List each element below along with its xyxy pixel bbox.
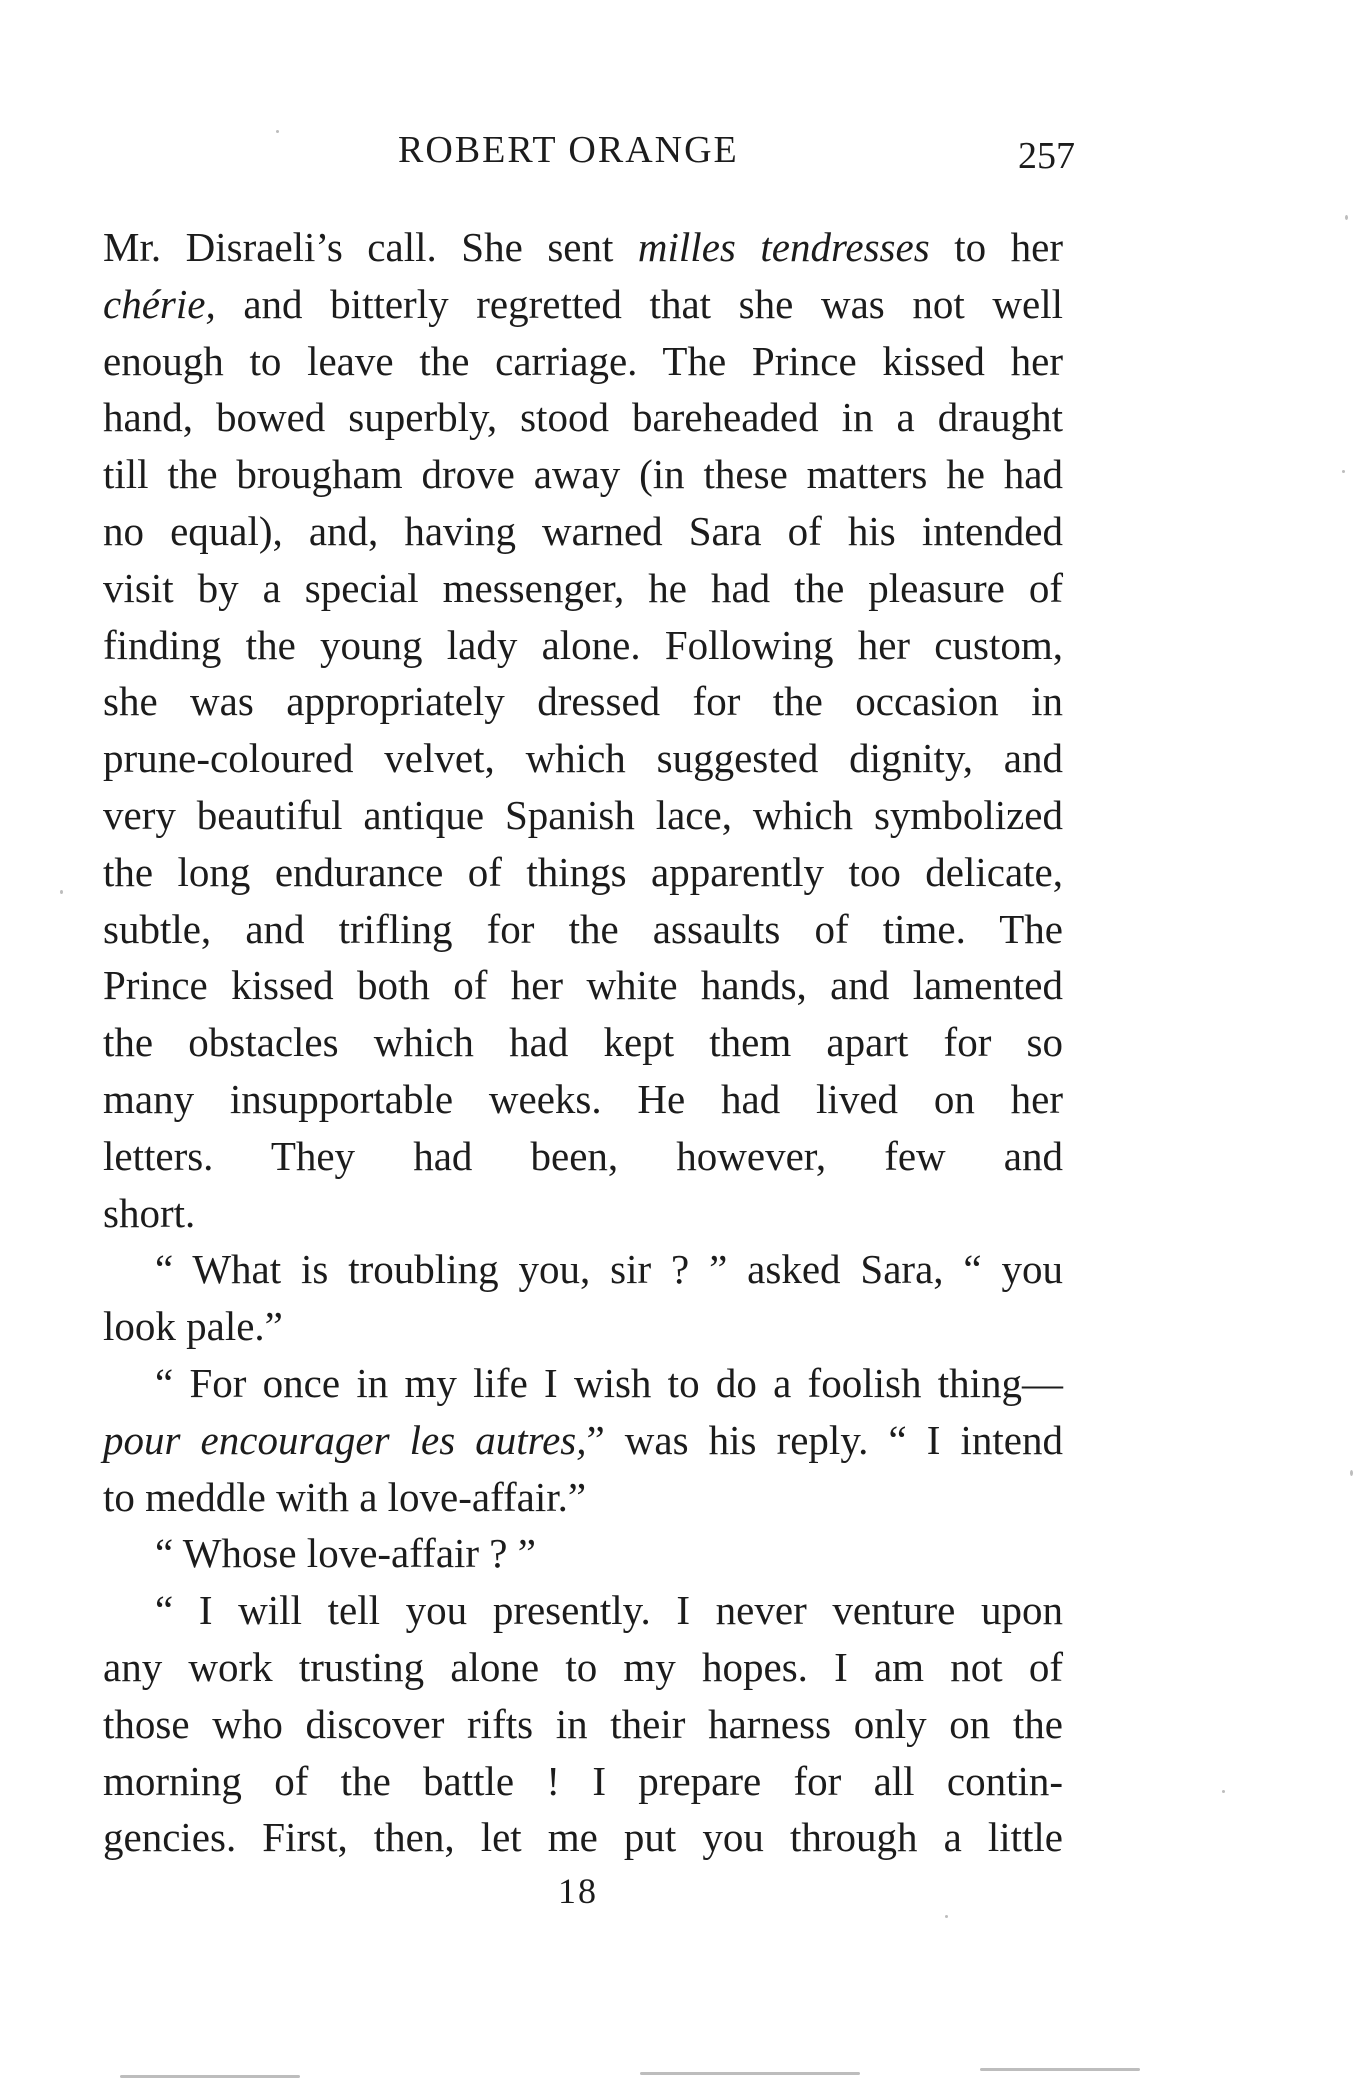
scan-speck <box>1345 215 1348 220</box>
scan-speck <box>1222 1790 1225 1793</box>
text-line <box>103 787 1063 844</box>
line-text: no equal), and, having warned Sara of his intended <box>103 507 1063 554</box>
line-text: finding the young lady alone. Following her custom, <box>103 621 1063 668</box>
scan-speck <box>1342 470 1345 473</box>
text-line <box>103 1071 1063 1128</box>
line-text: visit by a special messenger, he had the pleasure of <box>103 564 1063 611</box>
text-line <box>103 276 1063 333</box>
line-text: Mr. Disraeli’s call. She sent <box>103 224 638 270</box>
line-italic-text: chérie, <box>103 280 216 327</box>
text-line <box>103 1241 1063 1298</box>
text-line <box>103 1582 1063 1639</box>
line-text: to meddle with a love-affair.” <box>103 1473 587 1520</box>
text-line <box>103 957 1063 1014</box>
line-text: any work trusting alone to my hopes. I am not of <box>103 1643 1063 1690</box>
text-line <box>103 1753 1063 1810</box>
line-text: the obstacles which had kept them apart for so <box>103 1019 1063 1066</box>
text-line <box>103 1469 1063 1526</box>
line-text: the long endurance of things apparently too delicate, <box>103 848 1063 895</box>
text-line <box>103 901 1063 958</box>
signature-mark: 18 <box>558 1871 598 1911</box>
text-line <box>103 389 1063 446</box>
line-text: look pale.” <box>103 1303 283 1350</box>
running-head <box>0 128 1368 178</box>
line-text: Prince kissed both of her white hands, and lamented <box>103 962 1063 1009</box>
text-line <box>103 219 1063 276</box>
line-text: very beautiful antique Spanish lace, which symbolized <box>103 791 1063 838</box>
line-text: short. <box>103 1189 196 1236</box>
line-text: morning of the battle ! I prepare for all contin- <box>103 1757 1063 1804</box>
line-text: many insupportable weeks. He had lived on her <box>103 1075 1063 1122</box>
line-text: subtle, and trifling for the assaults of time. The <box>103 905 1063 952</box>
text-line <box>103 1525 1063 1582</box>
text-line <box>103 1696 1063 1753</box>
text-line <box>103 503 1063 560</box>
line-text: “ For once in my life I wish to do a foolish thing— <box>155 1359 1063 1406</box>
scan-speck <box>60 890 63 894</box>
scan-speck <box>980 2068 1140 2071</box>
text-line <box>103 1298 1063 1355</box>
line-text: hand, bowed superbly, stood bareheaded in a draught <box>103 394 1063 441</box>
line-text: till the brougham drove away (in these matters he had <box>103 451 1063 498</box>
page-number: 257 <box>1018 135 1075 177</box>
line-text: “ What is troubling you, sir ? ” asked Sara, “ you <box>155 1246 1063 1293</box>
text-line <box>103 1128 1063 1185</box>
text-line <box>103 1412 1063 1469</box>
line-text: ” was his reply. “ I intend <box>586 1416 1063 1463</box>
scan-speck <box>120 2075 300 2078</box>
text-line <box>103 673 1063 730</box>
scan-speck <box>276 130 279 133</box>
text-line <box>103 1014 1063 1071</box>
line-text: enough to leave the carriage. The Prince kissed her <box>103 337 1063 384</box>
text-line <box>103 1355 1063 1412</box>
line-text: gencies. First, then, let me put you through a little <box>103 1814 1063 1861</box>
text-line <box>103 1185 1063 1242</box>
text-line <box>103 617 1063 674</box>
text-line <box>103 730 1063 787</box>
text-line <box>103 1809 1063 1866</box>
line-text: those who discover rifts in their harness only on the <box>103 1700 1063 1747</box>
line-text: letters. They had been, however, few and <box>103 1132 1063 1179</box>
text-line <box>103 1639 1063 1696</box>
line-text: prune-coloured velvet, which suggested dignity, and <box>103 735 1063 782</box>
text-line <box>103 333 1063 390</box>
line-text: to her <box>929 224 1063 270</box>
scan-speck <box>1350 1470 1353 1476</box>
line-text: “ Whose love-affair ? ” <box>155 1530 536 1577</box>
text-line <box>103 560 1063 617</box>
scan-speck <box>640 2072 860 2075</box>
line-text: she was appropriately dressed for the occasion in <box>103 678 1063 725</box>
text-line <box>103 446 1063 503</box>
line-text: “ I will tell you presently. I never venture upon <box>155 1587 1063 1634</box>
scan-speck <box>945 1915 948 1918</box>
line-italic-text: pour encourager les autres, <box>103 1416 587 1463</box>
body-text <box>103 219 1063 1866</box>
text-line <box>103 844 1063 901</box>
line-italic-text: milles tendresses <box>637 224 930 270</box>
line-text: and bitterly regretted that she was not well <box>215 280 1063 327</box>
running-title: ROBERT ORANGE <box>398 129 739 171</box>
